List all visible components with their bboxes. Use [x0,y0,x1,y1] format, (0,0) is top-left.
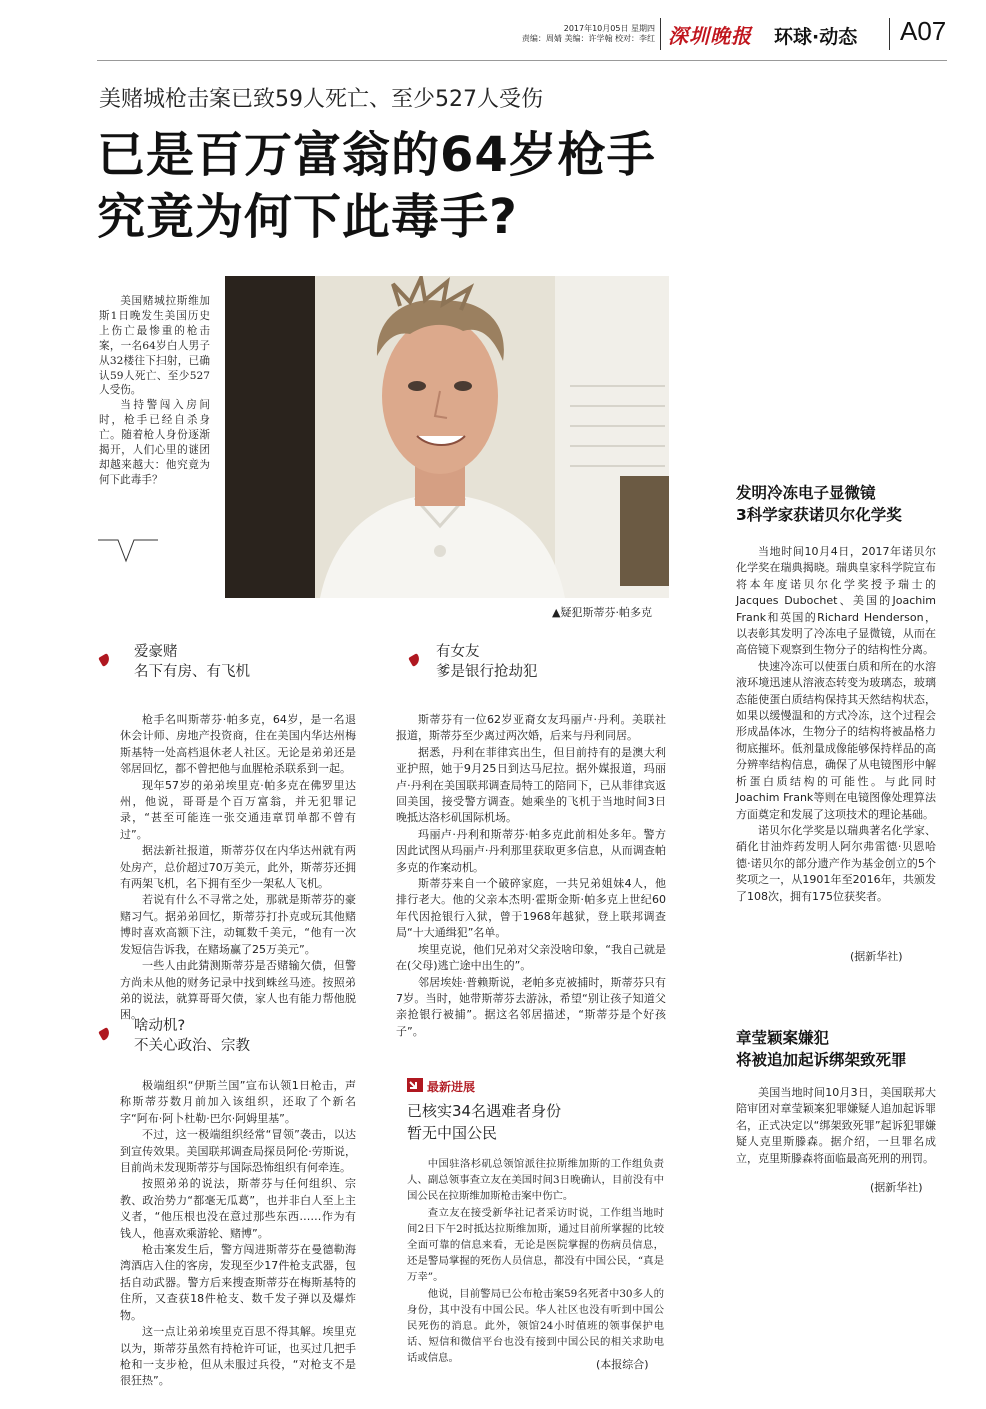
body-paragraph: 不过，这一极端组织经常“冒领”袭击，以达到宣传效果。美国联邦调查局探员阿伦·劳斯说，目前尚未发现斯蒂芬与国际恐怖组织有何牵连。 [120,1128,356,1175]
body-paragraph: 诺贝尔化学奖是以瑞典著名化学家、硝化甘油炸药发明人阿尔弗雷德·贝恩哈德·诺贝尔的部分遗产作为基金创立的5个奖项之一，从1901年至2016年，共颁发了108次，拥有175位获奖者。 [736,823,936,903]
latest-title-1: 已核实34名遇难者身份 [407,1102,562,1120]
body-paragraph: 美国当地时间10月3日，美国联邦大陪审团对章莹颖案犯罪嫌疑人追加起诉罪名，正式决定以“绑架致死罪”起诉犯罪嫌疑人克里斯滕森。据介绍，一旦罪名成立，克里斯滕森将面临最高死刑的刑罚。 [736,1086,936,1165]
staff-line: 责编：周婧 美编：许学翰 校对：李红 [521,34,655,43]
intro-paragraph: 当持警闯入房间时，枪手已经自杀身亡。随着枪人身份逐渐揭开，人们心里的谜团却越来越大：他究竟为何下此毒手？ [99,399,210,486]
latest-title-2: 暂无中国公民 [407,1124,498,1142]
masthead-divider-2 [889,18,890,50]
headline-kicker: 美赌城枪击案已致59人死亡、至少527人受伤 [99,87,543,112]
masthead-meta [505,24,655,44]
zhang-title-2: 将被追加起诉绑架致死罪 [736,1051,907,1069]
body-paragraph: 斯蒂芬来自一个破碎家庭，一共兄弟姐妹4人，他排行老大。他的父亲本杰明·霍斯金斯·帕多克上世纪60年代因抢银行入狱，曾于1968年越狱，登上联邦调查局“十大通缉犯”名单。 [396,877,666,940]
body-paragraph: 查立友在接受新华社记者采访时说，工作组当地时间2日下午2时抵达拉斯维加斯，通过目前所掌握的比较全面可靠的信息来看，无论是医院掌握的伤病员信息，还是警局掌握的死伤人员信息，都没有中国公民，“真是万幸”。 [407,1206,664,1284]
body-paragraph: 据法新社报道，斯蒂芬仅在内华达州就有两处房产，总价超过70万美元，此外，斯蒂芬还拥有两架飞机，名下拥有至少一架私人飞机。 [120,844,356,891]
section-title-motive: 啥动机? [134,1018,186,1034]
latest-badge: 最新进展 [427,1080,476,1094]
nobel-source: (据新华社) [850,950,903,963]
body-paragraph: 他说，目前警局已公布枪击案59名死者中30多人的身份，其中没有中国公民。华人社区也没有听到中国公民死伤的消息。此外，领馆24小时值班的领事保护电话、短信和微信平台也没有接到中国公民的相关求助电话或信息。 [407,1287,664,1365]
headline-line-1: 已是百万富翁的64岁枪手 [97,127,656,183]
zhang-source: (据新华社) [870,1181,923,1194]
nobel-title-1: 发明冷冻电子显微镜 [736,484,876,502]
headline-line-2: 究竟为何下此毒手? [97,189,518,245]
body-paragraph: 按照弟弟的说法，斯蒂芬与任何组织、宗教、政治势力“都毫无瓜葛”，也并非白人至上主义者，“他压根也没在意过那些东西……作为有钱人，他喜欢乘游轮、赌博”。 [120,1177,356,1240]
nobel-body [736,544,936,905]
body-paragraph: 一些人由此猜测斯蒂芬是否赌输欠债，但警方尚未从他的财务记录中找到蛛丝马迹。按照弟弟的说法，就算哥哥欠债，家人也有能力帮他脱困。 [120,959,356,1022]
section-title-gambling: 爱豪赌 [134,644,178,660]
body-paragraph: 埃里克说，他们兄弟对父亲没啥印象，“我自己就是在(父母)逃亡途中出生的”。 [396,942,666,973]
body-paragraph: 快速冷冻可以使蛋白质和所在的水溶液环境迅速从溶液态转变为玻璃态，玻璃态能使蛋白质结构保持其天然结构状态，如果以缓慢温和的方式冷冻，这个过程会形成晶体冰，生物分子的结构将被晶格力彻底摧坏。低剂量成像能够保持样品的高分辨率结构信息，确保了从电镜图形中解析蛋白质结构的可能性。与此同时Joachim Frank等则在电镜图像处理算法方面奠定和发展了这项技术的理论基础。 [736,659,936,821]
section-subtitle-girlfriend: 爹是银行抢劫犯 [436,664,538,680]
body-paragraph: 玛丽卢·丹利和斯蒂芬·帕多克此前相处多年。警方因此试图从玛丽卢·丹利那里获取更多信息，从而调查帕多克的作案动机。 [396,827,666,874]
section-marker-icon [98,1027,112,1041]
masthead-rule [97,60,947,61]
section-subtitle-motive: 不关心政治、宗教 [134,1038,250,1054]
body-paragraph: 枪手名叫斯蒂芬·帕多克，64岁，是一名退休会计师、房地产投资商，住在美国内华达州梅斯基特一处高档退休老人社区。无论是弟弟还是邻居回忆，都不曾把他与血腥枪杀联系到一起。 [120,713,356,776]
body-paragraph: 据悉，丹利在菲律宾出生，但目前持有的是澳大利亚护照，她于9月25日到达马尼拉。据外媒报道，玛丽卢·丹利在美国联邦调查局特工的陪同下，已从菲律宾返回美国，接受警方调查。她乘坐的飞机于当地时间3日晚抵达洛杉矶国际机场。 [396,745,666,825]
body-paragraph: 极端组织“伊斯兰国”宣布认领1日枪击，声称斯蒂芬数月前加入该组织，还取了个新名字“阿布·阿卜杜勒·巴尔·阿姆里基”。 [120,1079,356,1125]
section-name: 环球·动态 [774,26,858,48]
body-paragraph: 当地时间10月4日，2017年诺贝尔化学奖在瑞典揭晓。瑞典皇家科学院宣布将本年度诺贝尔化学奖授予瑞士的Jacques Dubochet、美国的Joachim Frank和英国的Richard Henderson，以表彰其发明了冷冻电子显微镜，从而在高倍镜下观察到生物分子的结构性分离。 [736,545,936,657]
nobel-headline [736,482,902,526]
newspaper-logo: 深圳晚报 [668,24,752,48]
section-marker-icon [408,653,422,667]
body-paragraph: 现年57岁的弟弟埃里克·帕多克在佛罗里达州，他说，哥哥是个百万富翁，并无犯罪记录，“甚至可能连一张交通违章罚单都不曾有过”。 [120,778,356,841]
body-paragraph: 邻居埃娃·普赖斯说，老帕多克被捕时，斯蒂芬只有7岁。当时，她带斯蒂芬去游泳，希望“别让孩子知道父亲抢银行被捕”。据这名邻居描述，“斯蒂芬是个好孩子”。 [396,975,666,1038]
section-title-girlfriend: 有女友 [436,644,480,660]
body-paragraph: 若说有什么不寻常之处，那就是斯蒂芬的豪赌习气。据弟弟回忆，斯蒂芬打扑克或玩其他赌博时喜欢高额下注，动辄数千美元，“他有一次发短信告诉我，在赌场赢了25万美元”。 [120,893,356,956]
body-paragraph: 枪击案发生后，警方闯进斯蒂芬在曼德勒海湾酒店入住的客房，发现至少17件枪支武器，包括自动武器。警方后来搜查斯蒂芬在梅斯基特的住所，又查获18件枪支、数千发子弹以及爆炸物。 [120,1243,356,1322]
zhang-body [736,1085,936,1167]
motive-body [120,1078,356,1390]
intro-text [99,294,210,488]
zhang-headline [736,1027,907,1071]
latest-body [407,1156,664,1367]
arrow-icon [407,1078,423,1092]
suspect-photo [225,276,669,598]
photo-caption: ▲疑犯斯蒂芬·帕多克 [552,606,652,619]
latest-source: (本报综合) [596,1358,649,1371]
girlfriend-body [396,712,666,1040]
section-marker-icon [98,653,112,667]
zhang-title-1: 章莹颖案嫌犯 [736,1029,830,1047]
body-paragraph: 中国驻洛杉矶总领馆派往拉斯维加斯的工作组负责人、副总领事查立友在美国时间3日晚确认，目前没有中国公民在拉斯维加斯枪击案中伤亡。 [407,1158,664,1203]
body-paragraph: 斯蒂芬有一位62岁亚裔女友玛丽卢·丹利。美联社报道，斯蒂芬至少离过两次婚，后来与丹利同居。 [396,713,666,743]
gambling-body [120,712,356,1024]
speech-pointer-icon [98,535,158,565]
body-paragraph: 这一点让弟弟埃里克百思不得其解。埃里克以为，斯蒂芬虽然有持枪许可证，也买过几把手枪和一支步枪，但从未服过兵役，“对枪支不是很狂热”。 [120,1325,356,1388]
page-number: A07 [900,16,947,46]
nobel-title-2: 3科学家获诺贝尔化学奖 [736,506,902,524]
intro-paragraph: 美国赌城拉斯维加斯1日晚发生美国历史上伤亡最惨重的枪击案，一名64岁白人男子从32楼往下扫射，已确认59人死亡、至少527人受伤。 [99,295,210,397]
masthead-divider [660,18,661,50]
date-line: 2017年10月05日 星期四 [563,24,655,33]
section-subtitle-gambling: 名下有房、有飞机 [134,664,250,680]
